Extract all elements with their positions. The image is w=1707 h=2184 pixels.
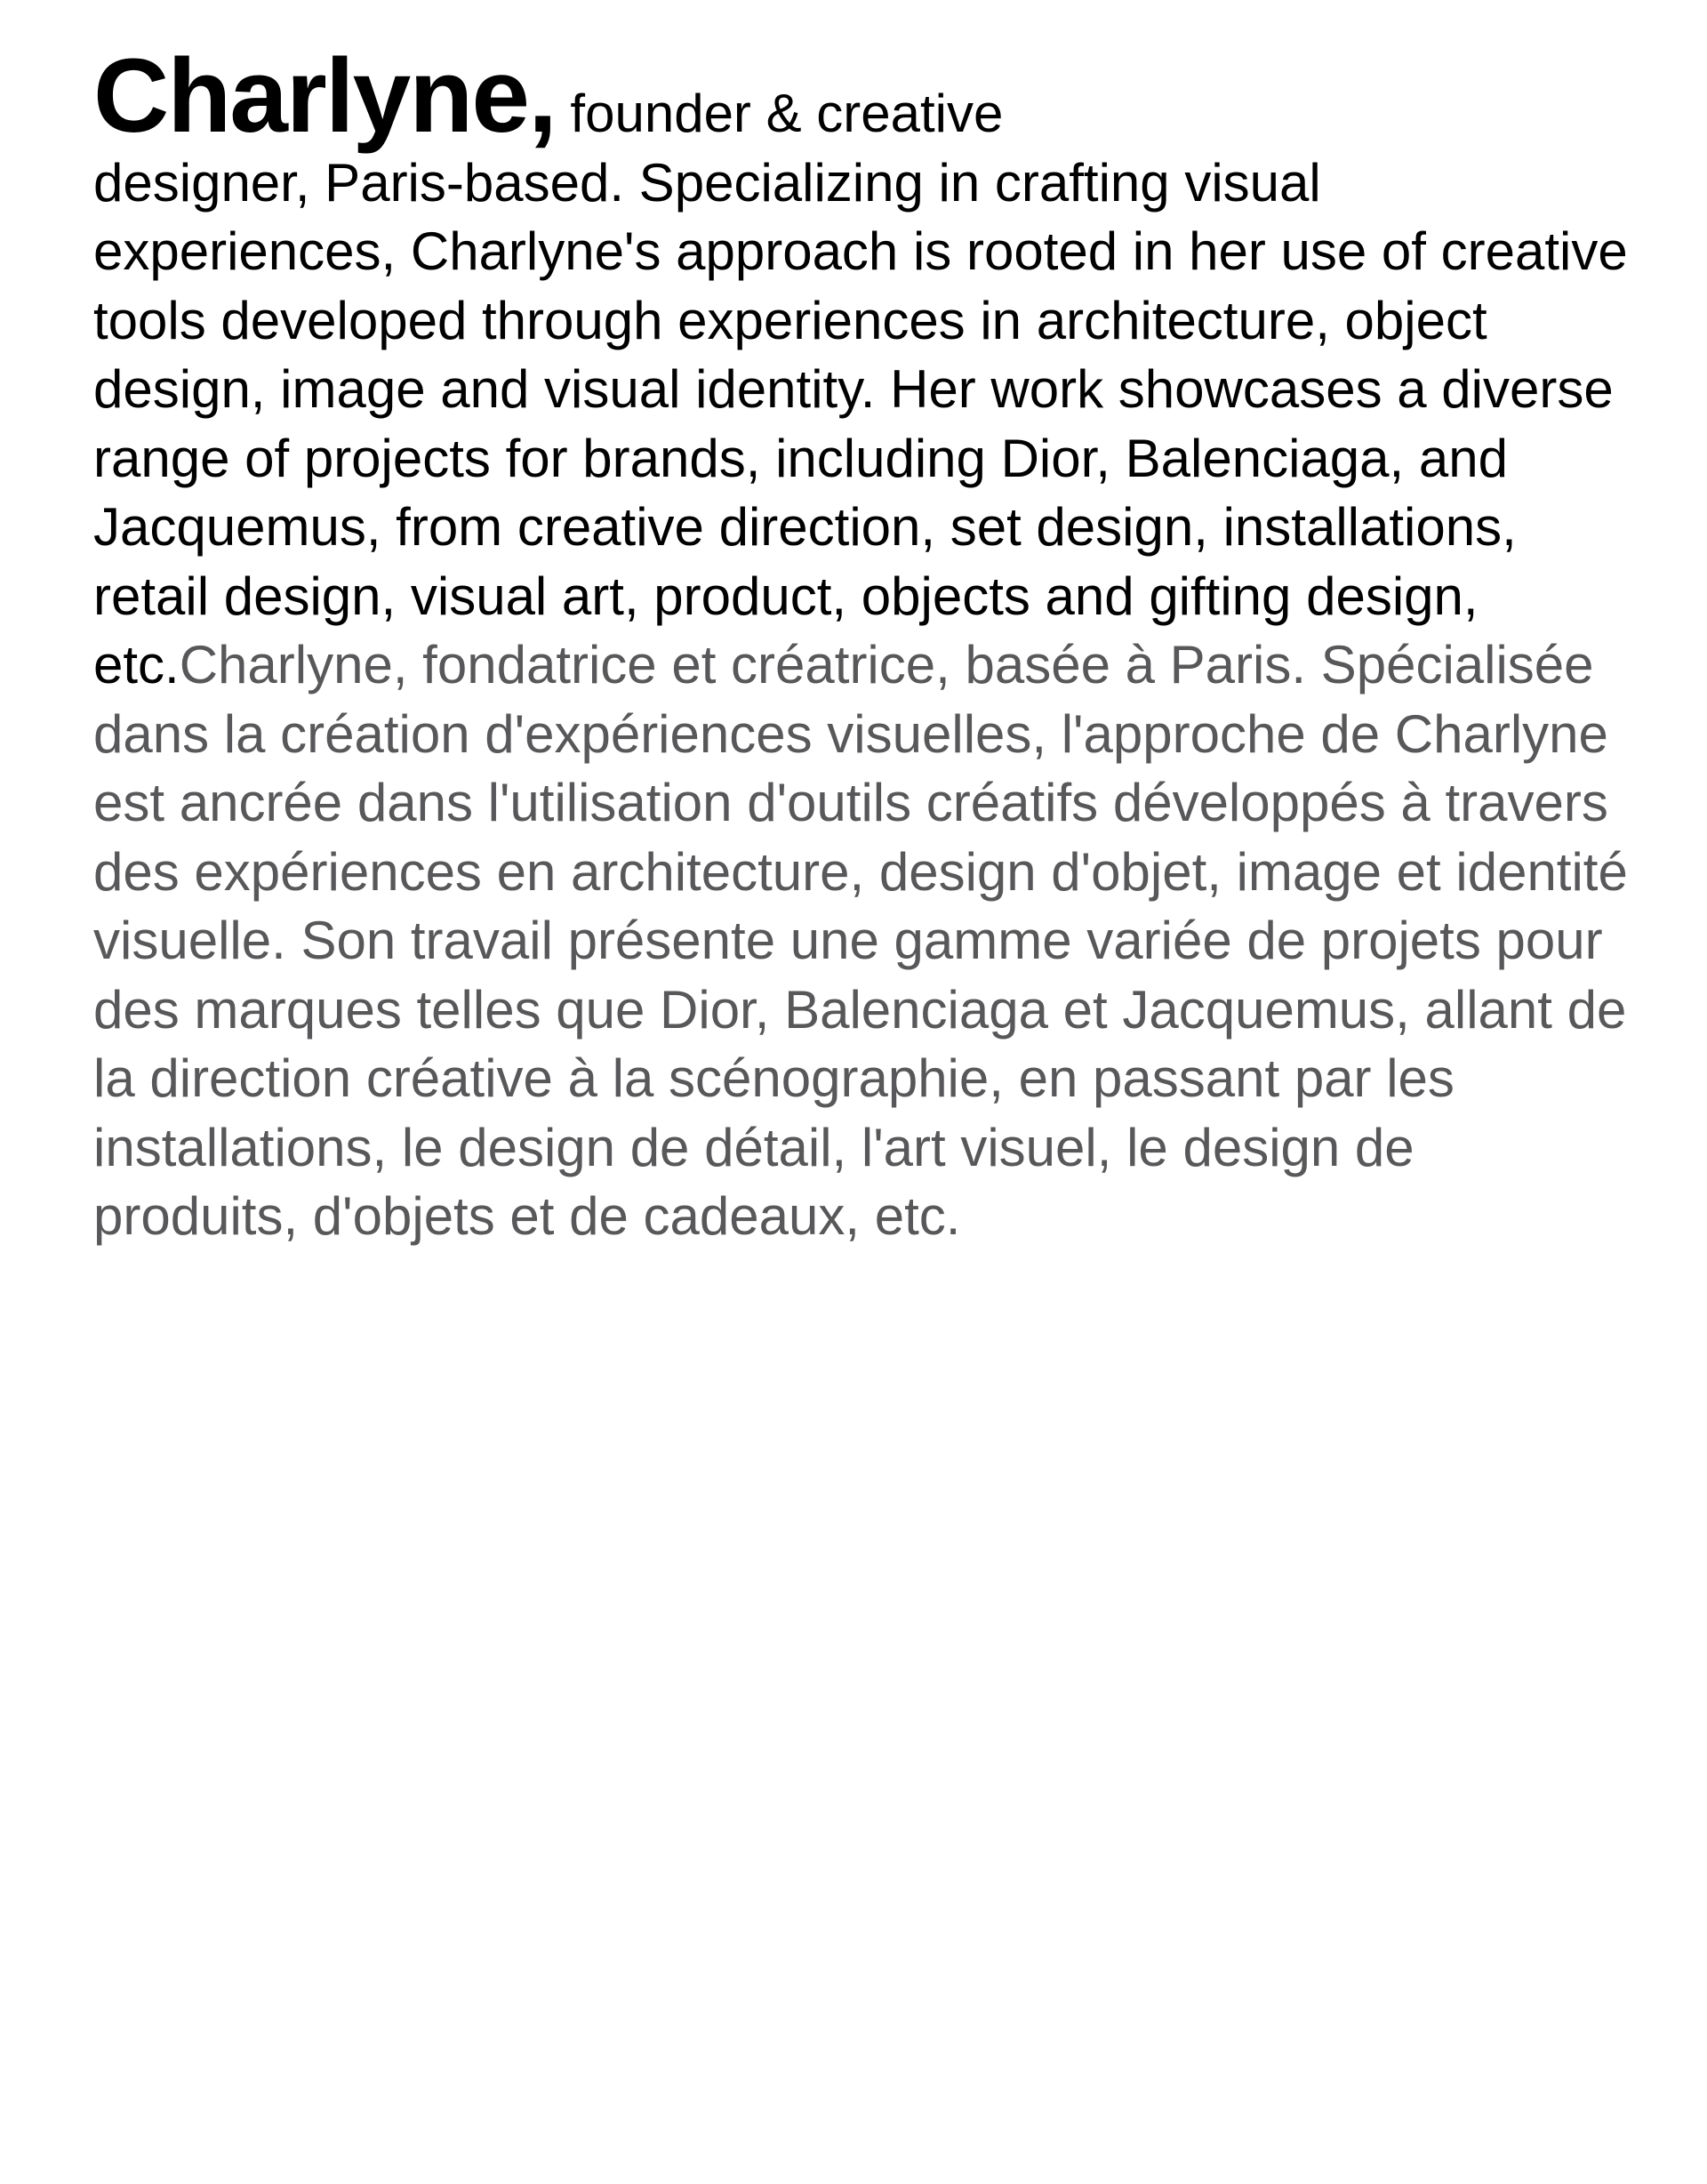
bio-paragraph [93,37,1631,1251]
bio-english-text: designer, Paris-based. Specializing in crafting visual experiences, Charlyne's approach is rooted in her use of creative tools developed through experiences in architecture, object design, image and visual identity. Her work showcases a diverse range of projects for brands, including Dior, Balenciaga, and Jacquemus, from creative direction, set design, installations, retail design, visual art, product, objects and gifting design, etc. [93,152,1628,695]
founder-name: Charlyne, [93,37,556,155]
founder-role: founder & creative [555,84,1004,143]
bio-french-text: Charlyne, fondatrice et créatrice, basée à Paris. Spécialisée dans la création d'expériences visuelles, l'approche de Charlyne est ancrée dans l'utilisation d'outils créatifs développés à travers des expériences en architecture, design d'objet, image et identité visuelle. Son travail présente une gamme variée de projets pour des marques telles que Dior, Balenciaga et Jacquemus, allant de la direction créative à la scénographie, en passant par les installations, le design de détail, l'art visuel, le design de produits, d'objets et de cadeaux, etc. [93,635,1628,1246]
